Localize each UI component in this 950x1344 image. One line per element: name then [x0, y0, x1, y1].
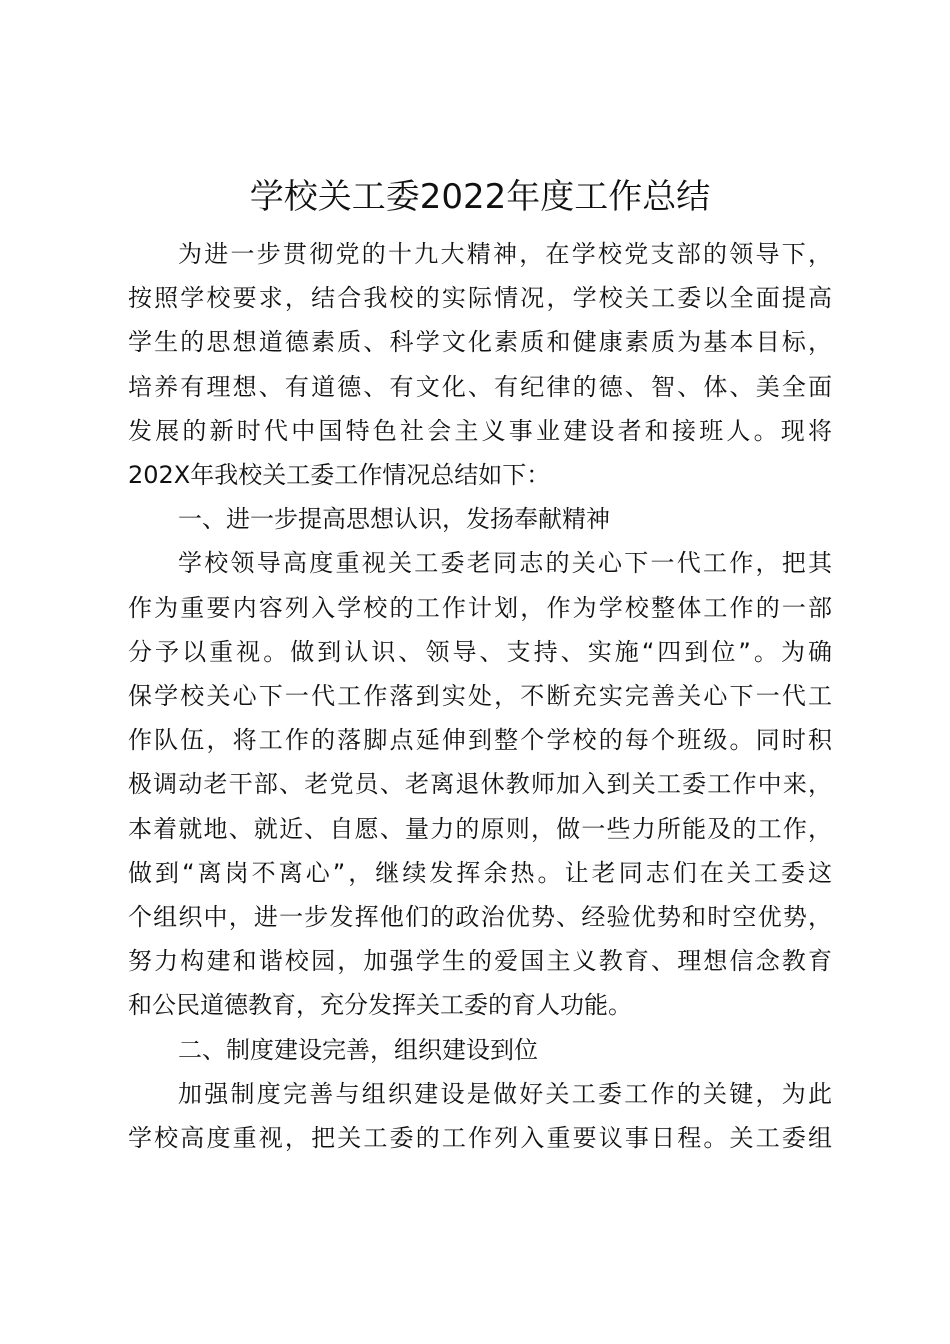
document-body: [128, 168, 832, 1160]
text-line: 个组织中，进一步发挥他们的政治优势、经验优势和时空优势，: [128, 903, 832, 932]
text-line: 学校高度重视，把关工委的工作列入重要议事日程。关工委组: [128, 1124, 832, 1153]
text-line: 学校领导高度重视关工委老同志的关心下一代工作，把其: [178, 549, 832, 578]
text-line: 作队伍，将工作的落脚点延伸到整个学校的每个班级。同时积: [128, 726, 832, 755]
text-line: 发展的新时代中国特色社会主义事业建设者和接班人。现将: [128, 416, 832, 445]
section-heading-text: 二、制度建设完善，组织建设到位: [178, 1035, 538, 1064]
section-heading-text: 一、进一步提高思想认识，发扬奉献精神: [178, 505, 610, 534]
text-line: 按照学校要求，结合我校的实际情况，学校关工委以全面提高: [128, 284, 832, 313]
text-line: 加强制度完善与组织建设是做好关工委工作的关键，为此: [178, 1079, 832, 1108]
text-line: 为进一步贯彻党的十九大精神，在学校党支部的领导下，: [178, 240, 832, 268]
text-line: 202X年我校关工委工作情况总结如下：: [128, 461, 551, 490]
section-heading-1: [128, 497, 832, 541]
text-line: 极调动老干部、老党员、老离退休教师加入到关工委工作中来，: [128, 770, 832, 799]
text-line: 努力构建和谐校园，加强学生的爱国主义教育、理想信念教育: [128, 947, 832, 976]
text-line: 分予以重视。做到认识、领导、支持、实施“四到位”。为确: [128, 637, 832, 666]
text-line: 和公民道德教育，充分发挥关工委的育人功能。: [128, 991, 632, 1020]
text-line: 培养有理想、有道德、有文化、有纪律的德、智、体、美全面: [128, 372, 832, 401]
text-line: 保学校关心下一代工作落到实处，不断充实完善关心下一代工: [128, 682, 832, 711]
paragraph-section-2: [128, 1072, 832, 1160]
text-line: 学生的思想道德素质、科学文化素质和健康素质为基本目标，: [128, 328, 832, 357]
text-line: 作为重要内容列入学校的工作计划，作为学校整体工作的一部: [128, 593, 832, 622]
text-line: 本着就地、就近、自愿、量力的原则，做一些力所能及的工作，: [128, 814, 832, 843]
paragraph-section-1: [128, 541, 832, 1027]
document-title: 学校关工委2022年度工作总结: [249, 177, 711, 217]
section-heading-2: [128, 1028, 832, 1072]
paragraph-intro: [128, 232, 832, 497]
text-line: 做到“离岗不离心”，继续发挥余热。让老同志们在关工委这: [128, 858, 832, 887]
